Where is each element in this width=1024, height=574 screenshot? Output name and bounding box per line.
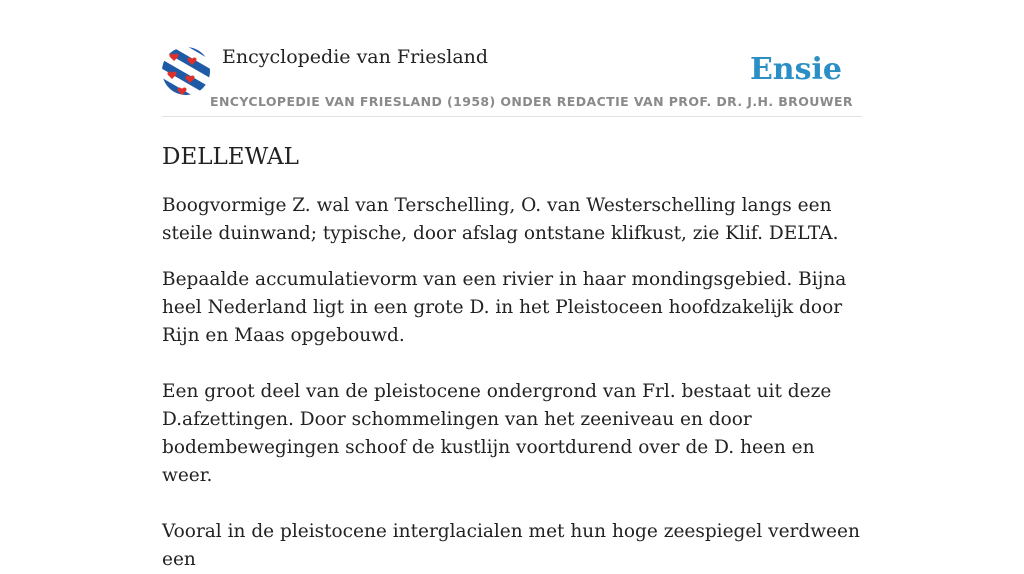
site-subtitle: ENCYCLOPEDIE VAN FRIESLAND (1958) ONDER REDACTIE VAN PROF. DR. J.H. BROUWER xyxy=(210,94,853,109)
entry-paragraph: Vooral in de pleistocene interglacialen met hun hoge zeespiegel verdween een xyxy=(162,521,860,570)
entry-title: DELLEWAL xyxy=(162,144,299,170)
entry-body xyxy=(162,192,862,574)
frisian-flag-icon[interactable] xyxy=(162,47,210,95)
entry-paragraph: Een groot deel van de pleistocene ondergrond van Frl. bestaat uit deze D.afzettingen. Door schommelingen van het zeeniveau en door bodembewegingen schoof de kustlijn voortdurend over de D. heen en weer. xyxy=(162,381,832,486)
site-title[interactable]: Encyclopedie van Friesland xyxy=(222,46,489,68)
entry-paragraph: Boogvormige Z. wal van Terschelling, O. van Westerschelling langs een steile duinwand; typische, door afslag ontstane klifkust, zie Klif. DELTA. xyxy=(162,195,839,244)
entry-paragraph: Bepaalde accumulatievorm van een rivier in haar mondingsgebied. Bijna heel Nederland ligt in een grote D. in het Pleistoceen hoofdzakelijk door Rijn en Maas opgebouwd. xyxy=(162,269,847,346)
ensie-logo[interactable]: Ensie xyxy=(749,52,842,87)
page xyxy=(162,0,862,570)
site-header xyxy=(162,0,862,117)
